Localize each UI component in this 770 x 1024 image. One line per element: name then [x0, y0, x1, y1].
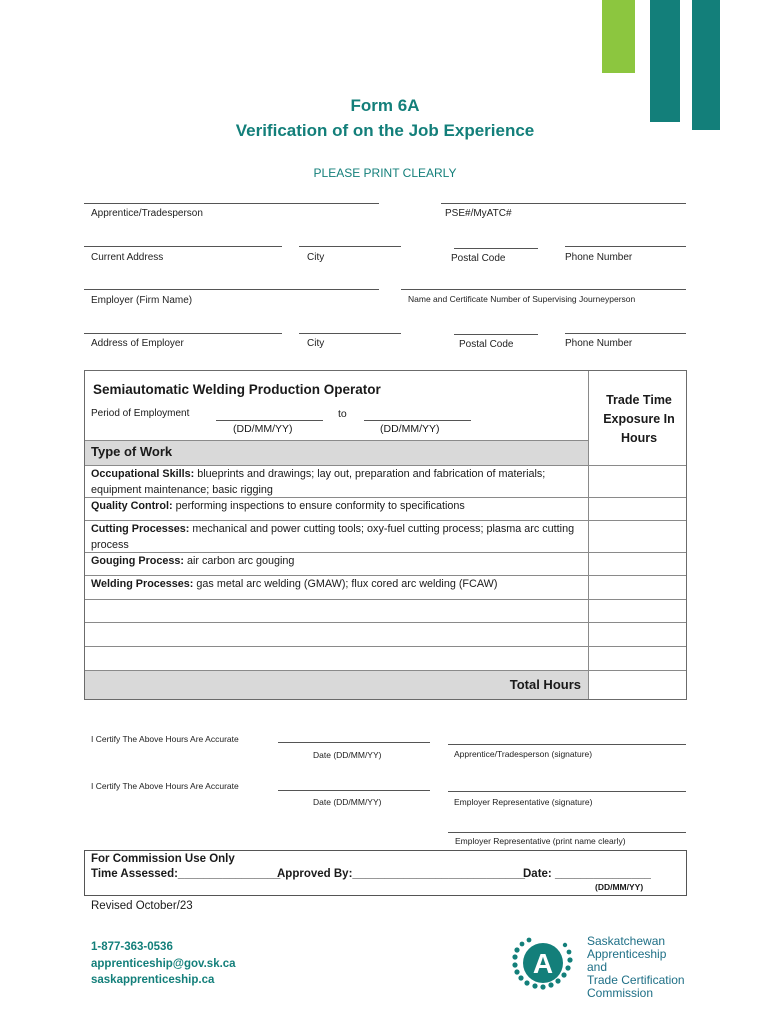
- form-title: Verification of on the Job Experience: [235, 121, 535, 140]
- satcc-logo: [509, 934, 689, 1000]
- contact-website[interactable]: saskapprenticeship.ca: [91, 974, 215, 986]
- postal-code-label-2: Postal Code: [459, 339, 514, 350]
- period-end-line[interactable]: [364, 420, 471, 421]
- period-to-label: to: [338, 408, 347, 420]
- hours-cell-cutting-processes[interactable]: [590, 521, 686, 551]
- employer-signature-label: Employer Representative (signature): [454, 797, 593, 807]
- blank-row-2[interactable]: [85, 623, 686, 645]
- phone-line-2[interactable]: [565, 333, 686, 334]
- task-quality-control: Quality Control: performing inspections to ensure conformity to specifications: [91, 500, 465, 512]
- postal-code-line-2[interactable]: [454, 334, 538, 335]
- hours-cell-gouging-process[interactable]: [590, 553, 686, 574]
- commission-box: [84, 850, 687, 896]
- satcc-logo-mark: [509, 934, 581, 994]
- city-line-2[interactable]: [299, 333, 401, 334]
- apprentice-signature-line[interactable]: [448, 744, 686, 745]
- form-number: Form 6A: [350, 96, 420, 115]
- postal-code-label-1: Postal Code: [451, 253, 506, 264]
- pse-label: PSE#/MyATC#: [445, 208, 512, 219]
- date-label-1: Date (DD/MM/YY): [313, 750, 382, 760]
- hours-cell-quality-control[interactable]: [590, 498, 686, 519]
- work-experience-table: [84, 370, 687, 700]
- date-line-1[interactable]: [278, 742, 430, 743]
- total-hours-label: Total Hours: [509, 677, 581, 692]
- task-occupational-skills: Occupational Skills: blueprints and drawings; lay out, preparation and fabrication of materials; equipment maintenance; basic rigging: [91, 468, 546, 496]
- pse-line[interactable]: [441, 203, 686, 204]
- certify-statement-2: I Certify The Above Hours Are Accurate: [91, 781, 239, 791]
- journeyperson-line[interactable]: [401, 289, 686, 290]
- type-of-work-label: Type of Work: [91, 444, 173, 459]
- task-welding-processes: Welding Processes: gas metal arc welding (GMAW); flux cored arc welding (FCAW): [91, 578, 498, 590]
- date-format-end: (DD/MM/YY): [380, 423, 440, 435]
- trade-title: Semiautomatic Welding Production Operator: [93, 382, 381, 397]
- total-hours-cell[interactable]: [590, 671, 686, 699]
- certify-statement-1: I Certify The Above Hours Are Accurate: [91, 734, 239, 744]
- city-label-1: City: [307, 252, 325, 263]
- phone-line-1[interactable]: [565, 246, 686, 247]
- period-start-line[interactable]: [216, 420, 323, 421]
- postal-code-line-1[interactable]: [454, 248, 538, 249]
- hours-cell-welding-processes[interactable]: [590, 576, 686, 598]
- employer-address-label: Address of Employer: [91, 338, 184, 349]
- hours-header: Trade Time Exposure In Hours: [603, 393, 675, 445]
- contact-email[interactable]: apprenticeship@gov.sk.ca: [91, 957, 236, 970]
- print-name-line[interactable]: [448, 832, 686, 833]
- date-label-2: Date (DD/MM/YY): [313, 797, 382, 807]
- city-line-1[interactable]: [299, 246, 401, 247]
- employer-label: Employer (Firm Name): [91, 295, 193, 306]
- employer-signature-line[interactable]: [448, 791, 686, 792]
- decor-bar-lime: [602, 0, 635, 73]
- blank-row-1[interactable]: [85, 600, 686, 621]
- time-assessed[interactable]: Time Assessed:________________: [91, 868, 281, 880]
- task-gouging-process: Gouging Process: air carbon arc gouging: [91, 555, 295, 567]
- apprentice-line[interactable]: [84, 203, 379, 204]
- revised-date: Revised October/23: [91, 900, 193, 912]
- hours-cell-occupational-skills[interactable]: [590, 466, 686, 496]
- employer-address-line[interactable]: [84, 333, 282, 334]
- period-label: Period of Employment: [91, 408, 190, 419]
- task-cutting-processes: Cutting Processes: mechanical and power cutting tools; oxy-fuel cutting process; plasma arc cutting process: [91, 523, 575, 551]
- commission-heading: For Commission Use Only: [91, 853, 235, 865]
- current-address-label: Current Address: [91, 252, 164, 263]
- date-format-start: (DD/MM/YY): [233, 423, 293, 435]
- logo-wordmark: Saskatchewan Apprenticeship and Trade Certification Commission: [587, 934, 685, 1000]
- print-name-label: Employer Representative (print name clearly): [455, 836, 626, 846]
- apprentice-label: Apprentice/Tradesperson: [91, 208, 203, 219]
- phone-label-1: Phone Number: [565, 252, 633, 263]
- apprentice-signature-label: Apprentice/Tradesperson (signature): [454, 749, 593, 759]
- commission-date-format: (DD/MM/YY): [595, 882, 644, 892]
- date-line-2[interactable]: [278, 790, 430, 791]
- employer-line[interactable]: [84, 289, 379, 290]
- phone-label-2: Phone Number: [565, 338, 633, 349]
- city-label-2: City: [307, 338, 325, 349]
- print-instruction: PLEASE PRINT CLEARLY: [313, 166, 457, 180]
- logo-letter: A: [532, 948, 554, 979]
- journeyperson-label: Name and Certificate Number of Supervising Journeyperson: [408, 294, 636, 304]
- commission-date[interactable]: Date: _______________: [523, 868, 651, 880]
- contact-block: [91, 939, 236, 989]
- blank-row-3[interactable]: [85, 647, 686, 669]
- current-address-line[interactable]: [84, 246, 282, 247]
- contact-phone[interactable]: 1-877-363-0536: [91, 941, 173, 953]
- approved-by[interactable]: Approved By:___________________________: [277, 868, 526, 880]
